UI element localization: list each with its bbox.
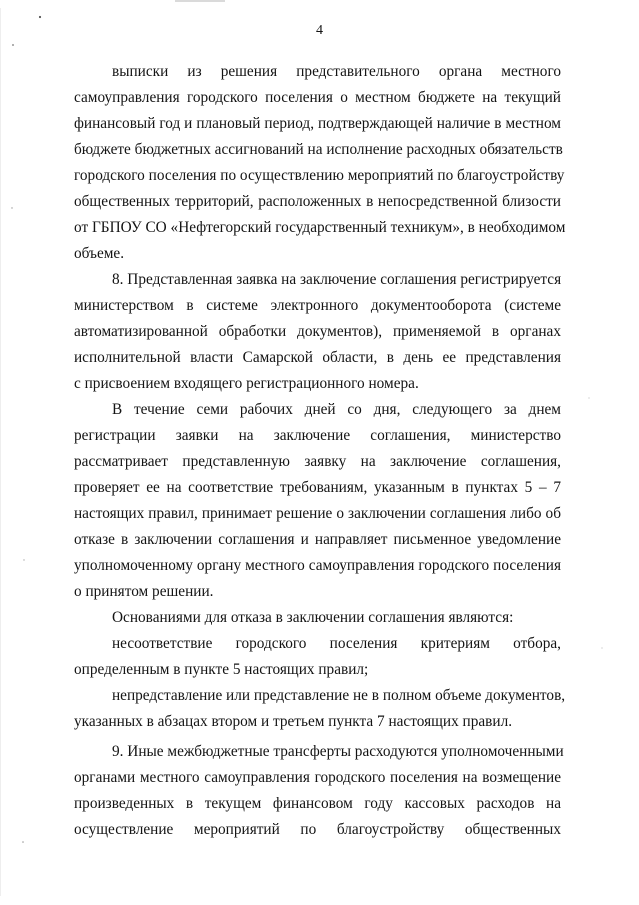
text-line: настоящих правил, принимает решение о заключении соглашения либо об — [74, 505, 561, 522]
text-line: отказе в заключении соглашения и направляет письменное уведомление — [74, 531, 561, 548]
text-line: о принятом решении. — [74, 583, 214, 600]
text-line: самоуправления городского поселения о местном бюджете на текущий — [74, 89, 561, 106]
text-line: осуществление мероприятий по благоустройству общественных — [74, 821, 561, 838]
text-line: органами местного самоуправления городского поселения на возмещение — [74, 769, 561, 786]
text-line: автоматизированной обработки документов), применяемой в органах — [74, 323, 561, 340]
text-line: бюджете бюджетных ассигнований на исполнение расходных обязательств — [74, 141, 563, 158]
text-line: непредставление или представление не в полном объеме документов, — [112, 687, 566, 704]
text-line: общественных территорий, расположенных в непосредственной близости — [74, 193, 561, 210]
text-line: рассматривает представленную заявку на заключение соглашения, — [74, 453, 561, 470]
text-line: от ГБПОУ СО «Нефтегорский государственный техникум», в необходимом — [74, 219, 566, 236]
text-line: 9. Иные межбюджетные трансферты расходуются уполномоченными — [112, 743, 564, 760]
text-line: В течение семи рабочих дней со дня, следующего за днем — [112, 401, 561, 418]
page-number: 4 — [316, 23, 323, 38]
text-line: выписки из решения представительного органа местного — [112, 63, 561, 80]
text-line: регистрации заявки на заключение соглашения, министерство — [74, 427, 561, 444]
text-line: определенным в пункте 5 настоящих правил; — [74, 661, 369, 678]
text-line: 8. Представленная заявка на заключение соглашения регистрируется — [112, 271, 562, 288]
text-line: указанных в абзацах втором и третьем пункта 7 настоящих правил. — [74, 713, 513, 730]
text-line: исполнительной власти Самарской области, в день ее представления — [74, 349, 561, 366]
text-line: с присвоением входящего регистрационного номера. — [74, 375, 419, 392]
text-line: уполномоченному органу местного самоуправления городского поселения — [74, 557, 561, 574]
text-line: финансовый год и плановый период, подтверждающей наличие в местном — [74, 115, 561, 132]
text-line: городского поселения по осуществлению мероприятий по благоустройству — [74, 167, 565, 184]
text-line: произведенных в текущем финансовом году кассовых расходов на — [74, 795, 561, 812]
text-line: несоответствие городского поселения критериям отбора, — [112, 635, 561, 652]
text-line: объеме. — [74, 245, 125, 262]
text-line: министерством в системе электронного документооборота (системе — [74, 297, 561, 314]
text-line: проверяет ее на соответствие требованиям, указанным в пунктах 5 – 7 — [74, 479, 561, 496]
text-line: Основаниями для отказа в заключении соглашения являются: — [112, 609, 514, 626]
